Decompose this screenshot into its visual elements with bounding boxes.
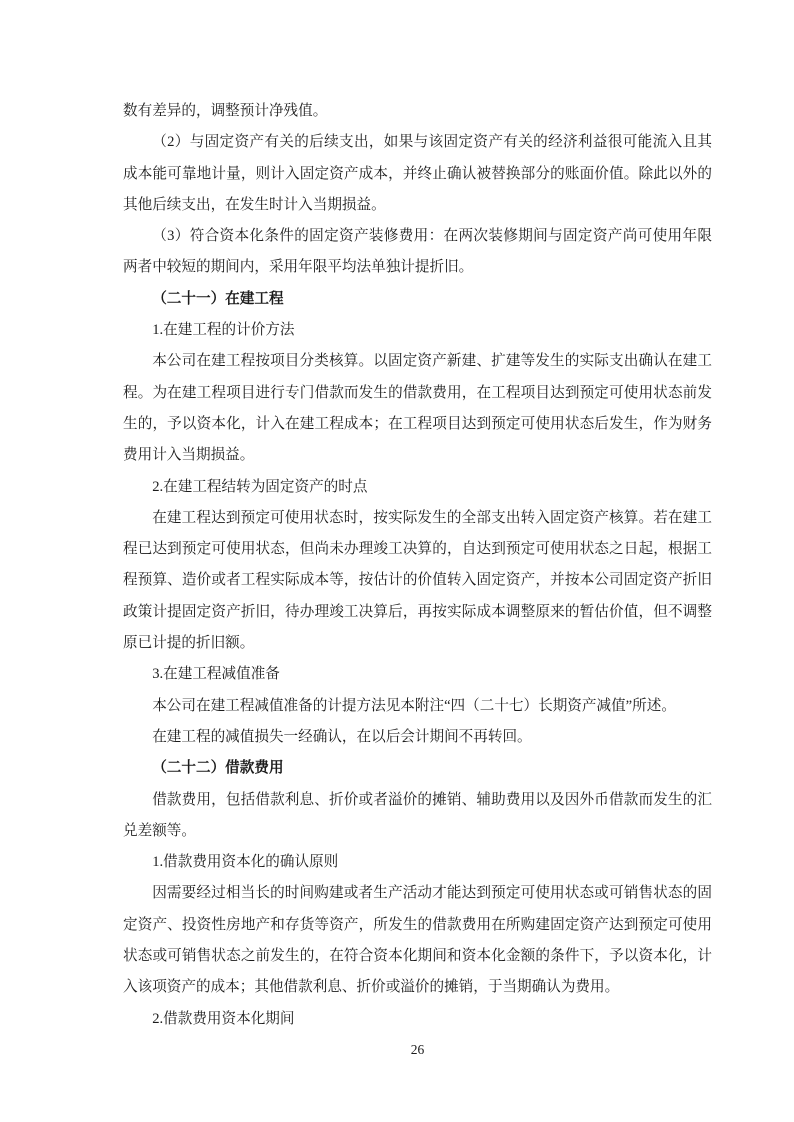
section-heading-construction-in-progress: （二十一）在建工程 [152, 290, 284, 307]
paragraph: 借款费用，包括借款利息、折价或者溢价的摊销、辅助费用以及因外币借款而发生的汇兑差额等。 [123, 791, 712, 839]
paragraph-continuation: 数有差异的，调整预计净残值。 [123, 103, 328, 119]
paragraph: 在建工程达到预定可使用状态时，按实际发生的全部支出转入固定资产核算。若在建工程已达到预定可使用状态，但尚未办理竣工决算的，自达到预定可使用状态之日起，根据工程预算、造价或者工程实际成本等，按估计的价值转入固定资产，并按本公司固定资产折旧政策计提固定资产折旧，待办理竣工决算后，再按实际成本调整原来的暂估价值，但不调整原已计提的折旧额。 [123, 509, 712, 652]
subheading: 2.借款费用资本化期间 [152, 1010, 295, 1027]
subheading: 2.在建工程结转为固定资产的时点 [152, 478, 368, 495]
section-heading-borrowing-costs: （二十二）借款费用 [152, 760, 284, 777]
subheading: 1.借款费用资本化的确认原则 [152, 854, 339, 871]
paragraph: 在建工程的减值损失一经确认，在以后会计期间不再转回。 [152, 728, 532, 745]
page-number: 26 [410, 1042, 425, 1057]
page-content [123, 96, 712, 1035]
paragraph: （2）与固定资产有关的后续支出，如果与该固定资产有关的经济利益很可能流入且其成本能可靠地计量，则计入固定资产成本，并终止确认被替换部分的账面价值。除此以外的其他后续支出，在发生时计入当期损益。 [123, 134, 712, 213]
paragraph: 本公司在建工程减值准备的计提方法见本附注“四（二十七）长期资产减值”所述。 [152, 697, 676, 714]
subheading: 3.在建工程减值准备 [152, 666, 280, 683]
paragraph: 本公司在建工程按项目分类核算。以固定资产新建、扩建等发生的实际支出确认在建工程。为在建工程项目进行专门借款而发生的借款费用，在工程项目达到预定可使用状态前发生的，予以资本化，计入在建工程成本；在工程项目达到预定可使用状态后发生，作为财务费用计入当期损益。 [123, 353, 712, 464]
subheading: 1.在建工程的计价方法 [152, 322, 295, 339]
paragraph: 因需要经过相当长的时间购建或者生产活动才能达到预定可使用状态或可销售状态的固定资产、投资性房地产和存货等资产，所发生的借款费用在所购建固定资产达到预定可使用状态或可销售状态之前发生的，在符合资本化期间和资本化金额的条件下，予以资本化，计入该项资产的成本；其他借款利息、折价或溢价的摊销，于当期确认为费用。 [123, 885, 712, 996]
paragraph: （3）符合资本化条件的固定资产装修费用：在两次装修期间与固定资产尚可使用年限两者中较短的期间内，采用年限平均法单独计提折旧。 [123, 228, 712, 276]
